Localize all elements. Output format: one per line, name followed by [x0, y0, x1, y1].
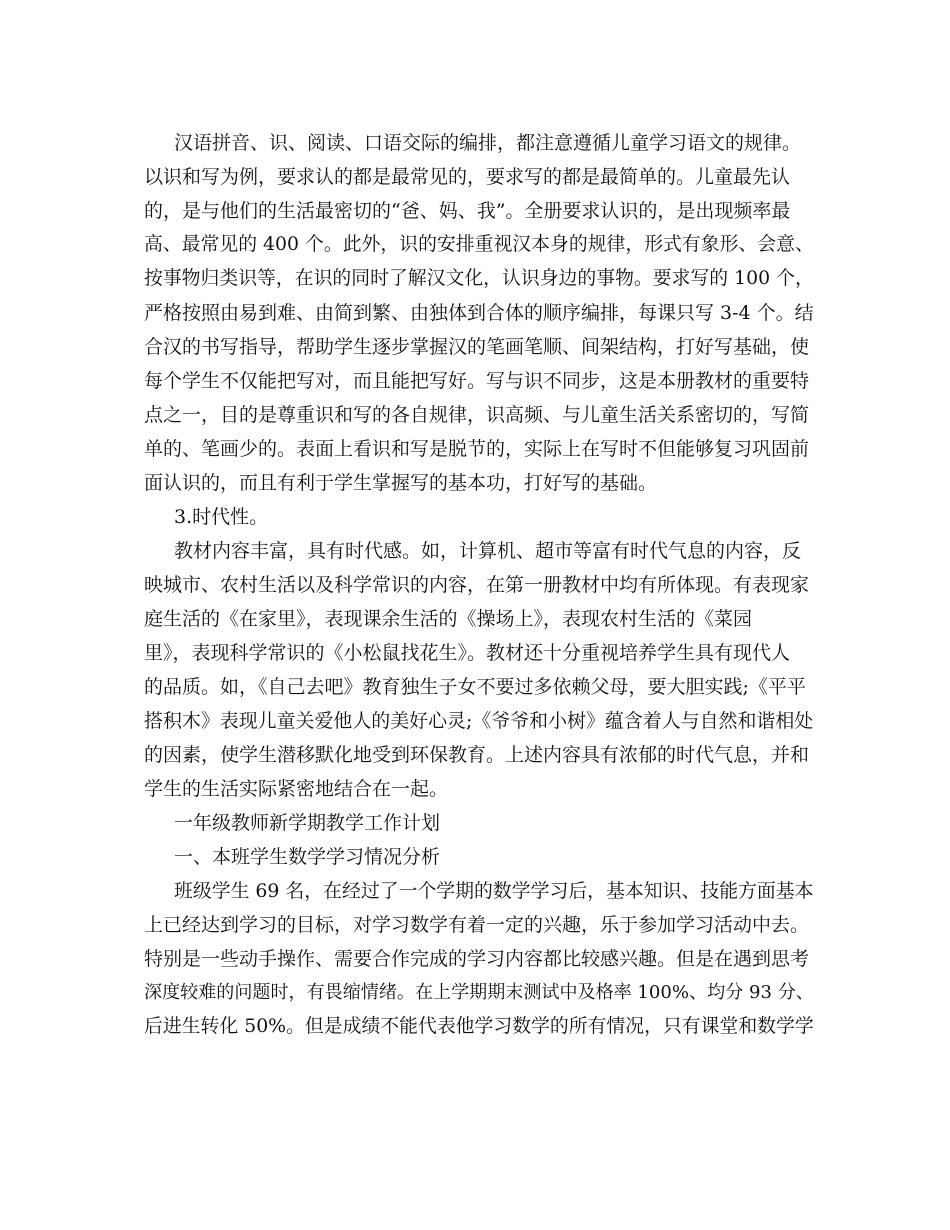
text-line: 每个学生不仅能把写对，而且能把写好。写与识不同步，这是本册教材的重要特 [144, 370, 810, 392]
text-line: 合汉的书写指导，帮助学生逐步掌握汉的笔画笔顺、间架结构，打好写基础，使 [144, 336, 810, 358]
text-line: 搭积木》表现儿童关爱他人的美好心灵;《爷爷和小树》蕴含着人与自然和谐相处 [144, 710, 814, 732]
section-heading: 3.时代性。 [174, 506, 269, 528]
text-line: 按事物归类识等，在识的同时了解汉文化，认识身边的事物。要求写的 100 个， [144, 268, 814, 289]
section-heading: 一、本班学生数学学习情况分析 [174, 846, 441, 868]
document-body [144, 126, 814, 1044]
text-line: 的因素，使学生潜移默化地受到环保教育。上述内容具有浓郁的时代气息，并和 [144, 744, 810, 766]
text-line: 后进生转化 50%。但是成绩不能代表他学习数学的所有情况，只有课堂和数学学 [144, 1016, 814, 1037]
text-line: 学生的生活实际紧密地结合在一起。 [144, 778, 449, 800]
text-line: 单的、笔画少的。表面上看识和写是脱节的，实际上在写时不但能够复习巩固前 [144, 438, 810, 460]
text-line: 高、最常见的 400 个。此外，识的安排重视汉本身的规律，形式有象形、会意、 [144, 234, 814, 255]
document-title: 一年级教师新学期教学工作计划 [174, 812, 441, 834]
text-line: 上已经达到学习的目标，对学习数学有着一定的兴趣，乐于参加学习活动中去。 [144, 914, 810, 936]
text-line: 面认识的，而且有利于学生掌握写的基本功，打好写的基础。 [144, 472, 658, 494]
text-line: 深度较难的问题时，有畏缩情绪。在上学期期末测试中及格率 100%、均分 93 分、 [144, 982, 814, 1003]
text-line: 的，是与他们的生活最密切的“爸、妈、我”。全册要求认识的，是出现频率最 [144, 200, 791, 222]
text-line: 点之一，目的是尊重识和写的各自规律，识高频、与儿童生活关系密切的，写简 [144, 404, 810, 426]
text-line: 班级学生 69 名，在经过了一个学期的数学学习后，基本知识、技能方面基本 [174, 880, 814, 902]
text-line: 汉语拼音、识、阅读、口语交际的编排，都注意遵循儿童学习语文的规律。 [174, 132, 802, 154]
text-line: 教材内容丰富，具有时代感。如，计算机、超市等富有时代气息的内容，反 [174, 540, 802, 562]
text-line: 以识和写为例，要求认的都是最常见的，要求写的都是最简单的。儿童最先认 [144, 166, 791, 188]
text-line: 里》，表现科学常识的《小松鼠找花生》。教材还十分重视培养学生具有现代人 [144, 642, 791, 664]
text-line: 庭生活的《在家里》，表现课余生活的《操场上》，表现农村生活的《菜园 [144, 608, 753, 630]
text-line: 严格按照由易到难、由简到繁、由独体到合体的顺序编排，每课只写 3-4 个。结 [144, 302, 814, 324]
text-line: 的品质。如，《自己去吧》教育独生子女不要过多依赖父母，要大胆实践;《平平 [144, 676, 806, 698]
text-line: 特别是一些动手操作、需要合作完成的学习内容都比较感兴趣。但是在遇到思考 [144, 948, 810, 970]
text-line: 映城市、农村生活以及科学常识的内容，在第一册教材中均有所体现。有表现家 [144, 574, 810, 596]
